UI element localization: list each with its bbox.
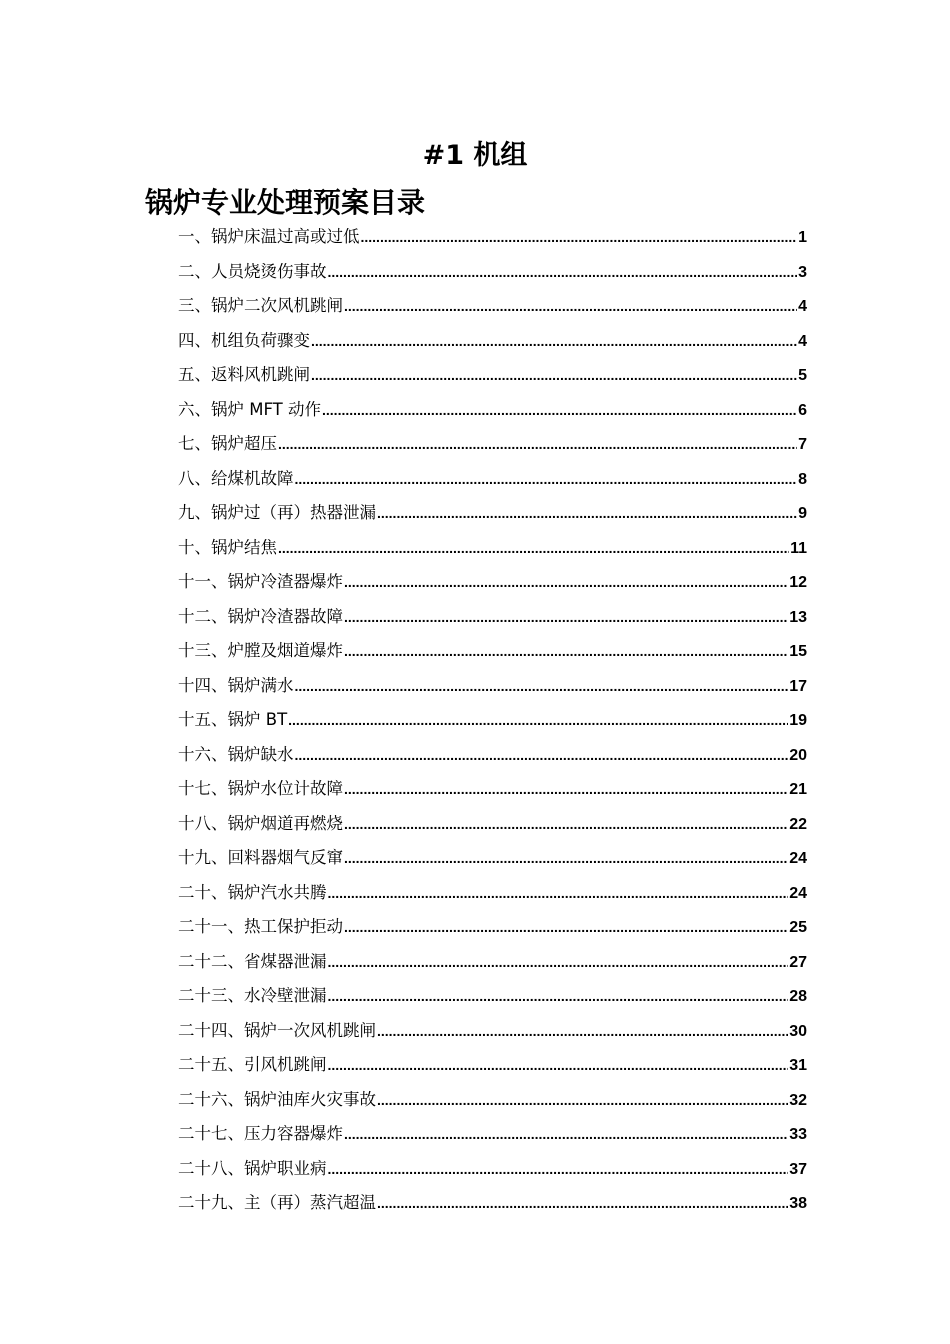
toc-dot-leader <box>278 531 789 566</box>
toc-entry-label: 二十六、锅炉油库火灾事故 <box>178 1089 376 1109</box>
toc-entry-page-number: 33 <box>789 1126 807 1143</box>
toc-entry-label: 十四、锅炉满水 <box>178 675 294 695</box>
toc-entry[interactable] <box>178 738 807 773</box>
toc-entry-page-number: 17 <box>789 677 807 695</box>
toc-dot-leader <box>344 1117 788 1152</box>
toc-entry-label: 十六、锅炉缺水 <box>178 744 294 764</box>
toc-dot-leader <box>344 600 788 635</box>
toc-entry-page-number: 11 <box>790 539 807 557</box>
toc-dot-leader <box>328 1152 789 1187</box>
toc-entry-label: 二十三、水冷壁泄漏 <box>178 986 327 1005</box>
toc-dot-leader <box>295 738 789 773</box>
toc-dot-leader <box>328 255 798 290</box>
toc-entry-label: 二十一、热工保护拒动 <box>178 917 343 936</box>
toc-entry-page-number: 32 <box>789 1091 807 1109</box>
toc-dot-leader <box>361 220 798 255</box>
toc-dot-leader <box>377 1083 788 1118</box>
toc-entry-page-number: 5 <box>798 367 807 384</box>
toc-dot-leader <box>328 945 789 980</box>
toc-dot-leader <box>328 876 789 911</box>
toc-entry-label: 二十七、压力容器爆炸 <box>178 1124 343 1143</box>
toc-entry-label: 十七、锅炉水位计故障 <box>178 779 343 798</box>
toc-entry[interactable] <box>178 1014 807 1049</box>
toc-entry[interactable] <box>178 255 807 290</box>
toc-dot-leader <box>344 289 797 324</box>
toc-entry-label: 二十四、锅炉一次风机跳闸 <box>178 1020 376 1040</box>
toc-entry[interactable] <box>178 979 807 1014</box>
toc-entry[interactable] <box>178 876 807 911</box>
toc-dot-leader <box>377 1014 788 1049</box>
toc-entry-page-number: 30 <box>789 1022 807 1040</box>
toc-entry-page-number: 1 <box>798 229 807 246</box>
toc-entry[interactable] <box>178 772 807 807</box>
toc-entry-label: 二十二、省煤器泄漏 <box>178 951 327 971</box>
toc-entry-page-number: 13 <box>789 608 807 626</box>
toc-dot-leader <box>295 462 798 497</box>
toc-dot-leader <box>328 979 789 1014</box>
toc-entry[interactable] <box>178 1186 807 1221</box>
document-title: #1 机组 <box>422 140 528 171</box>
toc-entry-page-number: 8 <box>798 470 807 488</box>
toc-entry-label: 二十九、主（再）蒸汽超温 <box>178 1193 376 1212</box>
toc-entry-label: 五、返料风机跳闸 <box>178 365 310 384</box>
toc-entry-page-number: 27 <box>789 953 807 971</box>
toc-entry[interactable] <box>178 220 807 255</box>
toc-entry[interactable] <box>178 910 807 945</box>
toc-dot-leader <box>311 358 797 393</box>
toc-dot-leader <box>328 1048 789 1083</box>
toc-entry-label: 十一、锅炉冷渣器爆炸 <box>178 572 343 591</box>
toc-dot-leader <box>344 807 788 842</box>
toc-entry-page-number: 4 <box>798 298 807 315</box>
toc-heading: 锅炉专业处理预案目录 <box>145 186 426 219</box>
toc-entry[interactable] <box>178 1152 807 1187</box>
toc-entry[interactable] <box>178 427 807 462</box>
toc-entry-label: 十九、回料器烟气反窜 <box>178 848 343 867</box>
toc-entry[interactable] <box>178 600 807 635</box>
toc-entry[interactable] <box>178 531 807 566</box>
toc-entry-page-number: 3 <box>798 263 807 281</box>
toc-dot-leader <box>377 1186 788 1221</box>
toc-entry-page-number: 7 <box>798 436 807 453</box>
toc-dot-leader <box>322 393 797 428</box>
toc-dot-leader <box>344 772 788 807</box>
toc-entry[interactable] <box>178 324 807 359</box>
toc-entry-label: 十五、锅炉 BT <box>178 710 288 729</box>
toc-entry[interactable] <box>178 1048 807 1083</box>
toc-entry[interactable] <box>178 358 807 393</box>
toc-entry[interactable] <box>178 669 807 704</box>
toc-dot-leader <box>377 496 797 531</box>
toc-entry-label: 三、锅炉二次风机跳闸 <box>178 296 343 315</box>
table-of-contents <box>178 220 807 1221</box>
toc-entry-page-number: 37 <box>789 1160 807 1178</box>
toc-dot-leader <box>344 841 788 876</box>
toc-entry-label: 一、锅炉床温过高或过低 <box>178 227 360 246</box>
toc-entry-label: 四、机组负荷骤变 <box>178 330 310 350</box>
toc-entry-label: 十、锅炉结焦 <box>178 537 277 557</box>
toc-dot-leader <box>288 703 788 738</box>
toc-dot-leader <box>295 669 789 704</box>
toc-entry-page-number: 15 <box>789 643 807 660</box>
toc-entry-label: 十二、锅炉冷渣器故障 <box>178 606 343 626</box>
toc-entry-page-number: 19 <box>789 712 807 729</box>
toc-entry-page-number: 20 <box>789 746 807 764</box>
toc-entry-page-number: 24 <box>789 884 807 902</box>
toc-entry[interactable] <box>178 841 807 876</box>
toc-entry[interactable] <box>178 496 807 531</box>
toc-entry-page-number: 12 <box>789 574 807 591</box>
toc-entry-page-number: 24 <box>789 850 807 867</box>
toc-entry-page-number: 31 <box>789 1057 807 1074</box>
toc-entry[interactable] <box>178 807 807 842</box>
toc-entry-page-number: 25 <box>789 919 807 936</box>
toc-entry-label: 二十五、引风机跳闸 <box>178 1055 327 1074</box>
toc-entry[interactable] <box>178 462 807 497</box>
toc-entry-page-number: 38 <box>789 1195 807 1212</box>
toc-dot-leader <box>278 427 797 462</box>
toc-entry-label: 八、给煤机故障 <box>178 468 294 488</box>
toc-dot-leader <box>344 634 788 669</box>
toc-entry[interactable] <box>178 945 807 980</box>
toc-entry-label: 九、锅炉过（再）热器泄漏 <box>178 503 376 522</box>
toc-entry-page-number: 28 <box>789 988 807 1005</box>
toc-entry-page-number: 4 <box>798 332 807 350</box>
toc-dot-leader <box>311 324 797 359</box>
toc-entry[interactable] <box>178 1117 807 1152</box>
toc-entry-page-number: 9 <box>798 505 807 522</box>
toc-entry[interactable] <box>178 393 807 428</box>
toc-entry[interactable] <box>178 565 807 600</box>
toc-dot-leader <box>344 565 788 600</box>
toc-entry-label: 二十八、锅炉职业病 <box>178 1158 327 1178</box>
toc-entry-label: 六、锅炉 MFT 动作 <box>178 399 322 419</box>
toc-entry-label: 二十、锅炉汽水共腾 <box>178 882 327 902</box>
toc-entry-label: 二、人员烧烫伤事故 <box>178 261 327 281</box>
toc-entry[interactable] <box>178 289 807 324</box>
toc-entry-label: 十八、锅炉烟道再燃烧 <box>178 813 343 833</box>
toc-entry[interactable] <box>178 703 807 738</box>
toc-entry-label: 七、锅炉超压 <box>178 434 277 453</box>
toc-entry-page-number: 6 <box>798 401 807 419</box>
toc-dot-leader <box>344 910 788 945</box>
toc-entry[interactable] <box>178 1083 807 1118</box>
toc-entry-page-number: 22 <box>789 815 807 833</box>
toc-entry[interactable] <box>178 634 807 669</box>
toc-entry-label: 十三、炉膛及烟道爆炸 <box>178 641 343 660</box>
toc-entry-page-number: 21 <box>789 781 807 798</box>
